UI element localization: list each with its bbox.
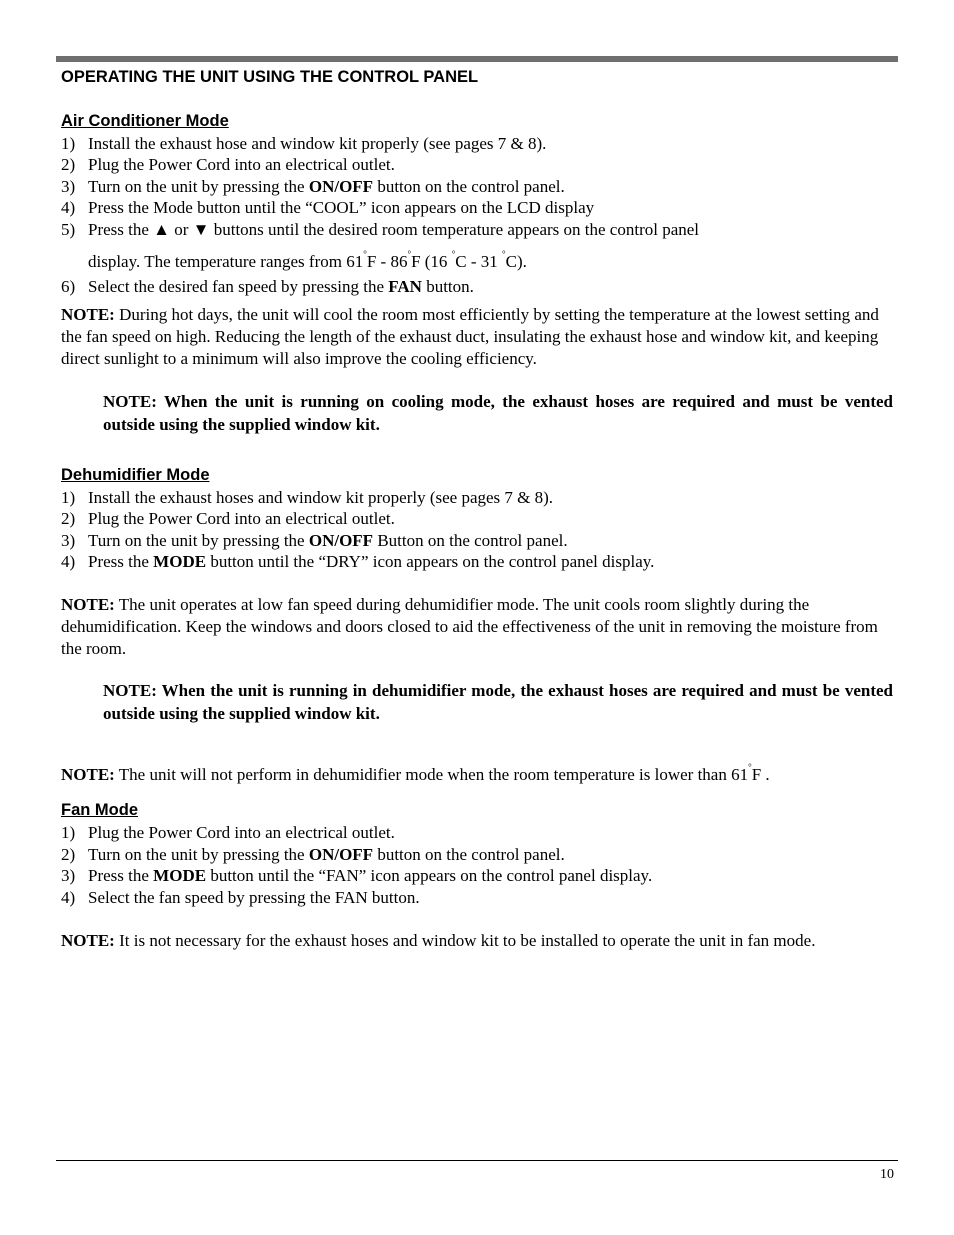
ac-step-4 — [61, 197, 896, 219]
fan-note — [61, 930, 896, 952]
step-text: button until the “DRY” icon appears on the control panel display. — [206, 552, 655, 571]
ac-mode-heading: Air Conditioner Mode — [61, 112, 229, 130]
step-number: 4) — [61, 552, 76, 571]
note-label: NOTE — [103, 392, 152, 411]
bottom-rule — [56, 1160, 898, 1161]
text-run: F - 86 — [366, 252, 408, 271]
ac-step-2 — [61, 154, 896, 176]
step-text: Plug the Power Cord into an electrical outlet. — [88, 155, 395, 174]
dry-step-3 — [61, 530, 896, 552]
step-bold-text: MODE — [153, 552, 207, 571]
step-text: Button on the control panel. — [373, 531, 568, 550]
step-text: Plug the Power Cord into an electrical outlet. — [88, 509, 395, 528]
note-text: It is not necessary for the exhaust hoses and window kit to be installed to operate the unit in fan mode. — [114, 931, 816, 950]
step-text: Turn on the unit by pressing the — [88, 531, 309, 550]
fan-mode-heading: Fan Mode — [61, 801, 138, 819]
step-text: Install the exhaust hose and window kit properly (see pages 7 & 8). — [88, 134, 547, 153]
note-label: NOTE: — [61, 765, 115, 784]
page-number: 10 — [880, 1167, 894, 1182]
step-number: 2) — [61, 509, 76, 528]
step-text: Install the exhaust hoses and window kit properly (see pages 7 & 8). — [88, 488, 554, 507]
step-bold-text: ON/OFF — [308, 845, 374, 864]
dry-note-2 — [103, 679, 893, 725]
note-label: NOTE: — [61, 595, 115, 614]
step-text: Press the Mode button until the “COOL” icon appears on the LCD display — [88, 198, 595, 217]
step-text: button until the “FAN” icon appears on the control panel display. — [206, 866, 653, 885]
step-number: 3) — [61, 531, 76, 550]
note-text: The unit will not perform in dehumidifier mode when the room temperature is lower than 61 — [114, 765, 749, 784]
dry-step-1 — [61, 487, 896, 509]
note-text: F . — [751, 765, 770, 784]
dry-step-4 — [61, 551, 896, 573]
ac-step-3 — [61, 176, 896, 198]
step-text: Select the fan speed by pressing the FAN button. — [88, 888, 420, 907]
note-label: NOTE: — [61, 305, 115, 324]
note-label: NOTE — [103, 681, 152, 700]
ac-note-2 — [103, 390, 893, 436]
ac-step-1 — [61, 133, 896, 155]
text-run: C). — [505, 252, 527, 271]
note-text: The unit operates at low fan speed during dehumidifier mode. The unit cools room slightly during the dehumidification. Keep the windows and doors closed to aid the effectiveness of the unit in removing the moisture from the room. — [61, 595, 878, 658]
step-bold-text: ON/OFF — [308, 531, 374, 550]
step-number: 6) — [61, 277, 76, 296]
step-number: 5) — [61, 220, 76, 239]
step-number: 3) — [61, 866, 76, 885]
fan-step-4 — [61, 887, 896, 909]
text-run: F (16 — [411, 252, 452, 271]
dry-note-1 — [61, 594, 881, 660]
step-number: 1) — [61, 134, 76, 153]
step-text: Plug the Power Cord into an electrical outlet. — [88, 823, 395, 842]
text-run: display. The temperature ranges from 61 — [88, 252, 364, 271]
step-text: Turn on the unit by pressing the — [88, 845, 309, 864]
step-number: 4) — [61, 198, 76, 217]
step-number: 2) — [61, 845, 76, 864]
step-text: Press the — [88, 866, 154, 885]
degree-symbol: ° — [502, 249, 506, 259]
degree-symbol: ° — [407, 249, 412, 259]
note-text: : When the unit is running on cooling mode, the exhaust hoses are required and must be vented outside using the supplied window kit. — [103, 392, 893, 434]
text-run: C - 31 — [455, 252, 503, 271]
degree-symbol: ° — [451, 249, 456, 259]
fan-step-3 — [61, 865, 896, 887]
degree-symbol: ° — [748, 762, 752, 772]
step-text: button on the control panel. — [373, 177, 565, 196]
top-rule — [56, 56, 898, 62]
dry-step-2 — [61, 508, 896, 530]
degree-symbol: ° — [363, 249, 367, 259]
step-bold-text: MODE — [153, 866, 207, 885]
ac-step-6 — [61, 276, 896, 298]
page-title: OPERATING THE UNIT USING THE CONTROL PANEL — [61, 68, 479, 86]
ac-note-1 — [61, 304, 891, 370]
ac-step-5-continued — [88, 244, 923, 273]
step-text: Press the — [88, 552, 154, 571]
step-text: button on the control panel. — [373, 845, 565, 864]
step-number: 2) — [61, 155, 76, 174]
ac-step-5 — [61, 219, 896, 241]
step-text: Select the desired fan speed by pressing the — [88, 277, 389, 296]
step-number: 3) — [61, 177, 76, 196]
dry-note-3 — [61, 757, 896, 786]
step-text: button. — [421, 277, 474, 296]
step-text: Press the ▲ or ▼ buttons until the desired room temperature appears on the control panel — [88, 220, 700, 239]
fan-step-1 — [61, 822, 896, 844]
note-text: : When the unit is running in dehumidifier mode, the exhaust hoses are required and must be vented outside using the supplied window kit. — [103, 681, 893, 723]
step-bold-text: ON/OFF — [308, 177, 374, 196]
note-label: NOTE: — [61, 931, 115, 950]
note-text: During hot days, the unit will cool the room most efficiently by setting the temperature at the lowest setting and the fan speed on high. Reducing the length of the exhaust duct, insulating the exhaust hose and window kit, and keeping direct sunlight to a minimum will also improve the cooling efficiency. — [61, 305, 879, 368]
fan-step-2 — [61, 844, 896, 866]
step-bold-text: FAN — [388, 277, 422, 296]
step-number: 4) — [61, 888, 76, 907]
step-number: 1) — [61, 823, 76, 842]
dry-mode-heading: Dehumidifier Mode — [61, 466, 210, 484]
step-text: Turn on the unit by pressing the — [88, 177, 309, 196]
step-number: 1) — [61, 488, 76, 507]
